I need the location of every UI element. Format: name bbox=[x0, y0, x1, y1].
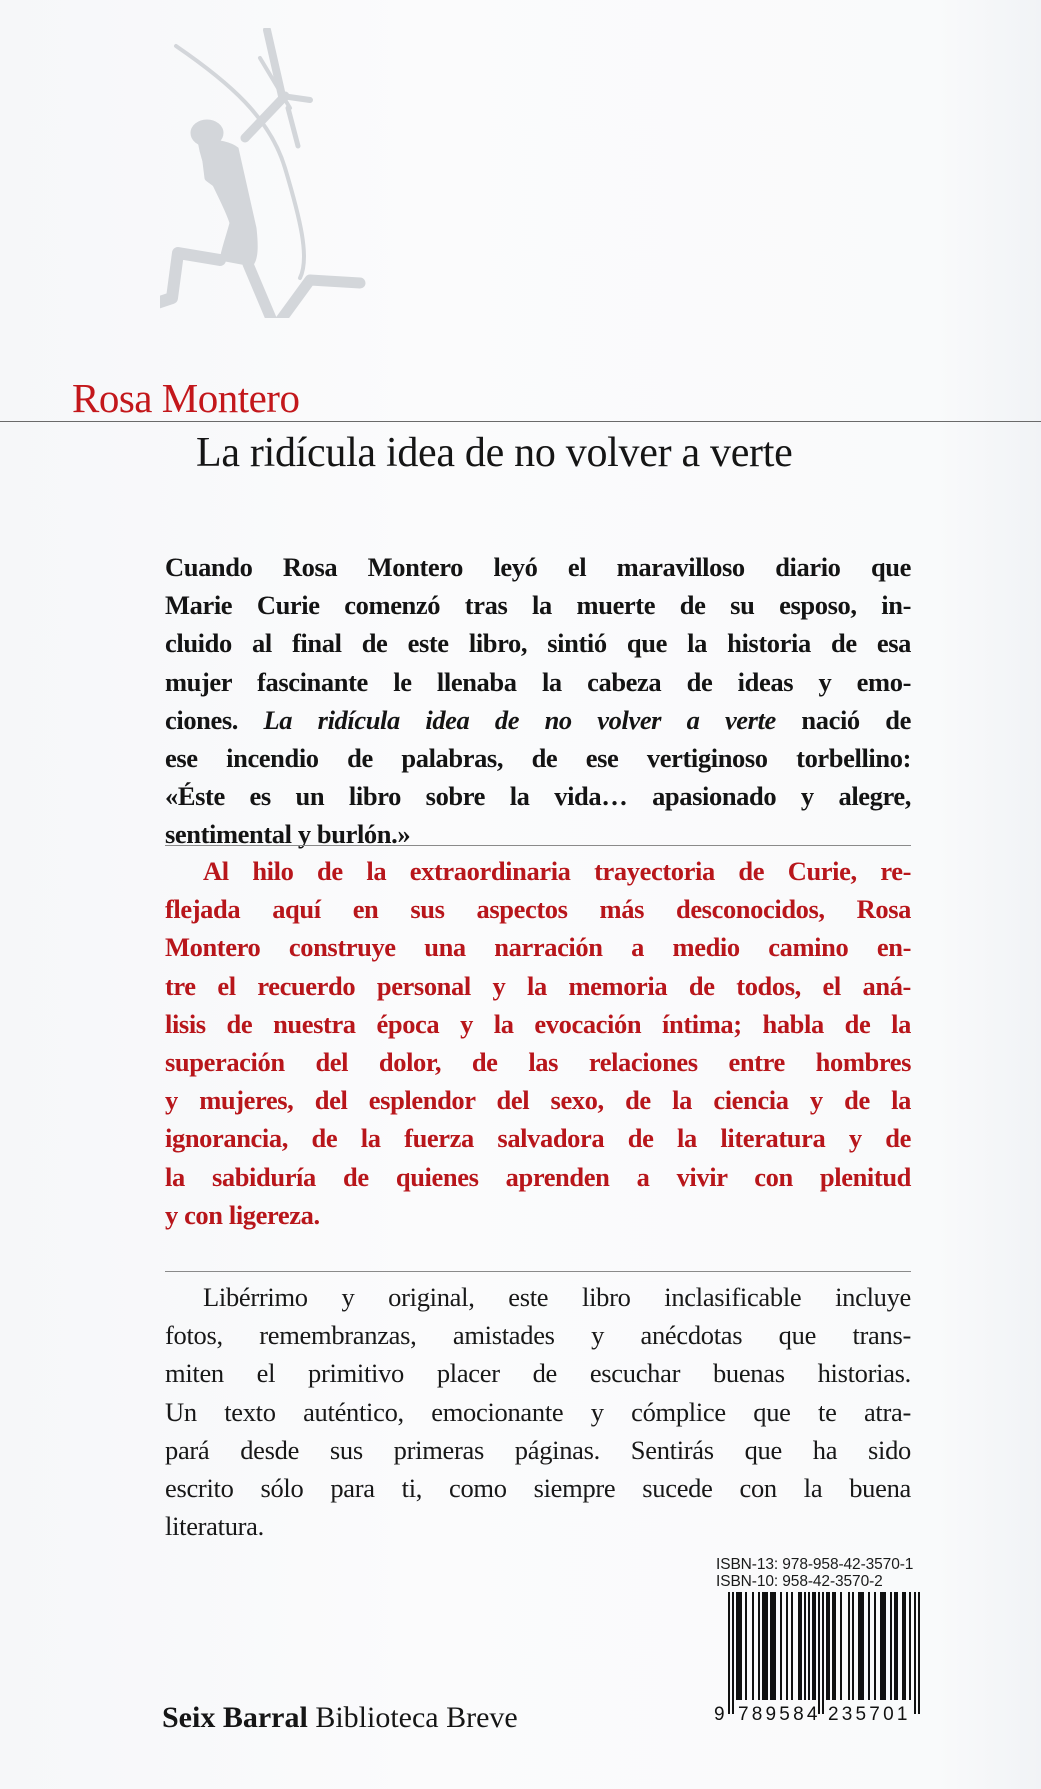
blurb-line: la sabiduría de quienes aprenden a vivir con plenitud bbox=[165, 1161, 911, 1192]
barcode-lead-digit: 9 bbox=[714, 1704, 725, 1725]
isbn-10: ISBN-10: 958-42-3570-2 bbox=[716, 1572, 883, 1590]
blurb-line: Libérrimo y original, este libro inclasificable incluye bbox=[203, 1282, 911, 1312]
cave-painting-archer-icon bbox=[160, 28, 400, 318]
section-divider bbox=[165, 845, 911, 846]
blurb-line-text: ciones. bbox=[165, 704, 239, 735]
blurb-line: ese incendio de palabras, de ese vertiginoso torbellino: bbox=[165, 743, 911, 774]
publisher-imprint bbox=[162, 1703, 518, 1733]
isbn-13: ISBN-13: 978-958-42-3570-1 bbox=[716, 1556, 914, 1573]
barcode-icon bbox=[714, 1592, 958, 1727]
blurb-line: Al hilo de la extraordinaria trayectoria de Curie, re- bbox=[203, 856, 911, 886]
blurb-line: y mujeres, del esplendor del sexo, de la ciencia y de la bbox=[165, 1085, 911, 1116]
blurb-paragraph-1 bbox=[165, 548, 911, 854]
blurb-line: cluido al final de este libro, sintió que la historia de esa bbox=[165, 628, 911, 659]
book-title: La ridícula idea de no volver a verte bbox=[196, 430, 793, 476]
blurb-quote-line: «Éste es un libro sobre la vida… apasionado y alegre, bbox=[165, 781, 911, 812]
blurb-line: mujer fascinante le llenaba la cabeza de ideas y emo- bbox=[165, 666, 911, 697]
blurb-line: escrito sólo para ti, como siempre sucede con la buena bbox=[165, 1473, 911, 1504]
blurb-line: fotos, remembranzas, amistades y anécdotas que trans- bbox=[165, 1320, 911, 1351]
blurb-line: Marie Curie comenzó tras la muerte de su esposo, in- bbox=[165, 590, 911, 621]
section-divider bbox=[165, 1271, 911, 1272]
blurb-line: ignorancia, de la fuerza salvadora de la literatura y de bbox=[165, 1123, 911, 1154]
blurb-line: lisis de nuestra época y la evocación íntima; habla de la bbox=[165, 1008, 911, 1039]
author-name: Rosa Montero bbox=[72, 375, 300, 421]
collection-name: Biblioteca Breve bbox=[315, 1701, 518, 1734]
inline-book-title: La ridícula idea de no volver a verte bbox=[263, 704, 776, 735]
blurb-line: literatura. bbox=[165, 1511, 264, 1542]
blurb-line: Montero construye una narración a medio camino en- bbox=[165, 932, 911, 963]
blurb-paragraph-2 bbox=[165, 852, 911, 1234]
blurb-line: tre el recuerdo personal y la memoria de todos, el aná- bbox=[165, 970, 911, 1001]
blurb-line: y con ligereza. bbox=[165, 1199, 320, 1230]
barcode-right-digits: 235701 bbox=[828, 1704, 911, 1725]
title-divider bbox=[0, 421, 1041, 422]
blurb-line: Cuando Rosa Montero leyó el maravilloso diario que bbox=[165, 552, 911, 582]
blurb-line: flejada aquí en sus aspectos más desconocidos, Rosa bbox=[165, 894, 911, 925]
blurb-line-with-title bbox=[165, 701, 911, 739]
blurb-line: Un texto auténtico, emocionante y cómplice que te atra- bbox=[165, 1396, 911, 1427]
blurb-line: superación del dolor, de las relaciones entre hombres bbox=[165, 1047, 911, 1078]
isbn-block bbox=[716, 1557, 913, 1590]
blurb-quote-line: sentimental y burlón.» bbox=[165, 819, 411, 850]
blurb-line: pará desde sus primeras páginas. Sentirás que ha sido bbox=[165, 1434, 911, 1465]
blurb-line-text: nació de bbox=[801, 704, 911, 735]
blurb-line: miten el primitivo placer de escuchar buenas historias. bbox=[165, 1358, 911, 1389]
publisher-name: Seix Barral bbox=[162, 1701, 308, 1734]
barcode-left-digits: 789584 bbox=[738, 1704, 821, 1725]
blurb-paragraph-3 bbox=[165, 1278, 911, 1545]
